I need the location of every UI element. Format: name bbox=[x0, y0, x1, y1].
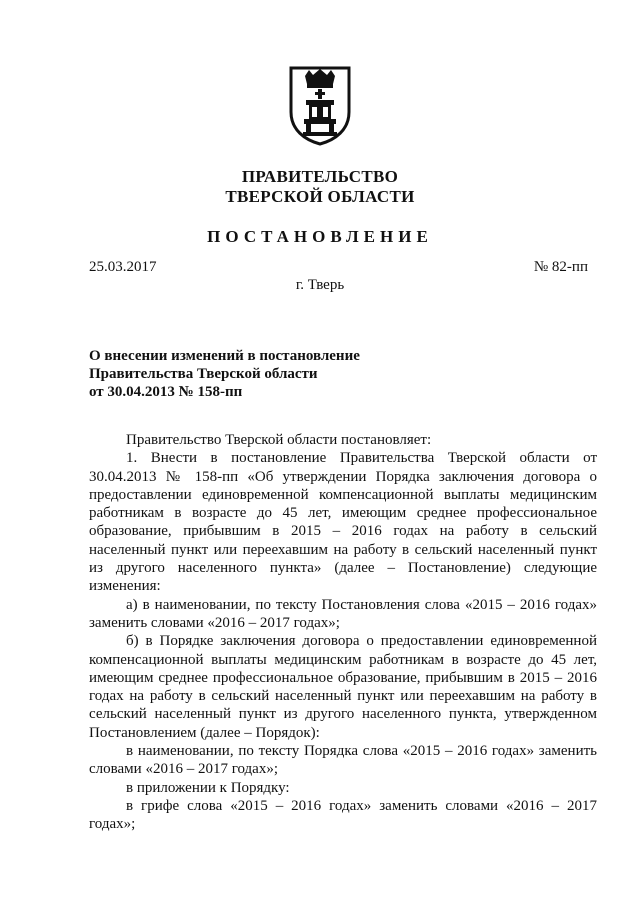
body-paragraph: б) в Порядке заключения договора о предоставлении единовременной компенсационной выплаты медицинским работникам в возрасте до 45 лет, имеющим среднее профессиональное образование, прибывшим в 2015 – 2016 годах на работу в сельский населенный пункт или переехавшим на работу в сельский населенный пункт из другого населенного пункта, утвержденном Постановлением (далее – Порядок): bbox=[89, 633, 597, 741]
body-paragraph: в приложении к Порядку: bbox=[126, 779, 290, 796]
region-title: ТВЕРСКОЙ ОБЛАСТИ bbox=[225, 187, 415, 206]
document-type: ПОСТАНОВЛЕНИЕ bbox=[207, 227, 433, 246]
document-number: № 82-пп bbox=[533, 259, 588, 275]
body-paragraph: в грифе слова «2015 – 2016 годах» заменить словами «2016 – 2017 годах»; bbox=[89, 797, 597, 833]
document-subject bbox=[89, 347, 360, 401]
body-paragraph: 1. Внести в постановление Правительства Тверской области от 30.04.2013 № 158-пп «Об утверждении Порядка заключения договора о предоставлении единовременной компенсационной выплаты медицинским работникам в возрасте до 45 лет, имеющим среднее профессиональное образование, прибывшим в 2015 – 2016 годах на работу в сельский населенный пункт или переехавшим на работу в сельский населенный пункт из другого населенного пункта» (далее – Постановление) следующие изменения: bbox=[89, 450, 597, 595]
government-title: ПРАВИТЕЛЬСТВО bbox=[241, 167, 399, 186]
document-date: 25.03.2017 bbox=[89, 259, 157, 275]
subject-line: от 30.04.2013 № 158-пп bbox=[89, 384, 243, 400]
body-paragraph: Правительство Тверской области постановляет: bbox=[126, 432, 432, 448]
body-paragraph: а) в наименовании, по тексту Постановления слова «2015 – 2016 годах» заменить словами «2016 – 2017 годах»; bbox=[89, 596, 597, 631]
body-paragraph: в наименовании, по тексту Порядка слова «2015 – 2016 годах» заменить словами «2016 – 2017 годах»; bbox=[89, 743, 597, 778]
subject-line: Правительства Тверской области bbox=[89, 366, 318, 382]
subject-line: О внесении изменений в постановление bbox=[89, 348, 360, 364]
document-body bbox=[89, 431, 597, 834]
coat-of-arms-emblem bbox=[289, 66, 351, 146]
document-city: г. Тверь bbox=[295, 277, 345, 293]
